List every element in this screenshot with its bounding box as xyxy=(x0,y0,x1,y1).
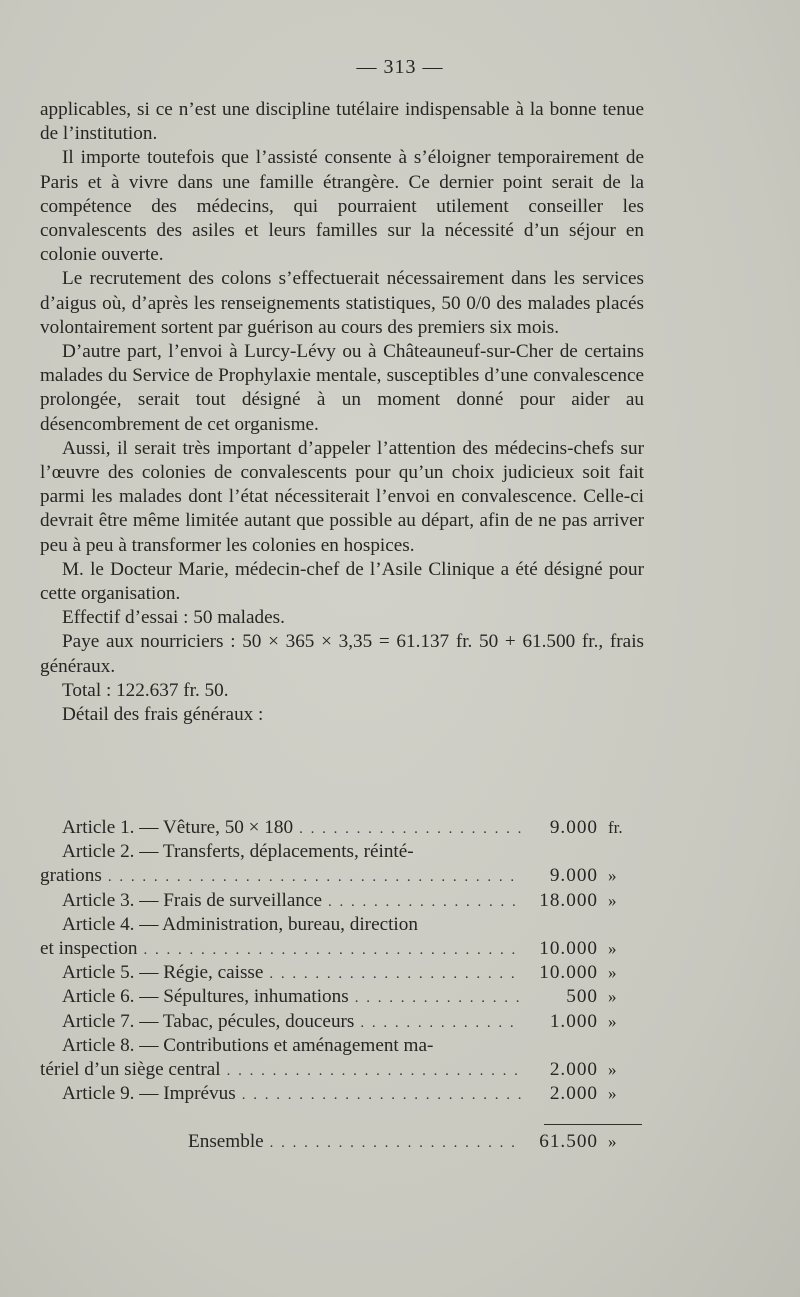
paragraph: Le recrutement des colons s’effectuerait nécessairement dans les services d’aigus où, d’après les renseignements statistiques, 50 0/0 des malades placés volontairement sortent par guérison au cours des premiers six mois. xyxy=(40,268,644,338)
paragraph: Détail des frais généraux : xyxy=(62,704,264,726)
expense-unit: » xyxy=(608,1011,617,1031)
expense-amount: 2.000 xyxy=(549,1083,598,1105)
expense-row-article-5 xyxy=(40,961,644,985)
total-label: Ensemble xyxy=(188,1131,264,1152)
paragraph: applicables, si ce n’est une discipline tutélaire indispensable à la bonne tenue de l’institution. xyxy=(40,99,644,145)
expense-row-article-6 xyxy=(40,985,644,1009)
total-section xyxy=(188,1130,644,1154)
body-text xyxy=(40,98,644,727)
expense-label: grations xyxy=(40,865,102,887)
expense-row-article-3 xyxy=(40,889,644,913)
expense-label: et inspection xyxy=(40,937,138,959)
expense-unit: fr. xyxy=(608,818,623,837)
expense-label-line: Article 2. — Transferts, déplacements, réinté- xyxy=(62,841,414,863)
page-number: — 313 — xyxy=(356,56,444,78)
expense-amount: 18.000 xyxy=(539,889,598,911)
expense-row-article-9 xyxy=(40,1082,644,1106)
expense-unit: » xyxy=(608,987,617,1007)
expense-amount: 1.000 xyxy=(549,1010,598,1032)
paragraph: Total : 122.637 fr. 50. xyxy=(62,679,229,701)
expense-label: Article 9. — Imprévus xyxy=(62,1083,236,1105)
total-rule xyxy=(544,1124,642,1125)
expense-amount: 500 xyxy=(566,986,598,1008)
expense-unit: » xyxy=(608,963,617,983)
expense-list xyxy=(40,816,644,1106)
expense-label: Article 6. — Sépultures, inhumations xyxy=(62,986,349,1008)
expense-row-article-1 xyxy=(40,816,644,840)
expense-label: Article 5. — Régie, caisse xyxy=(62,962,264,984)
paragraph: Aussi, il serait très important d’appeler l’attention des médecins-chefs sur l’œuvre des colonies de convalescents pour qu’un choix judicieux soit fait parmi les malades dont l’état nécessiterait l’envoi en convalescence. Celle-ci devrait être même limitée autant que possible au départ, afin de ne pas arriver peu à peu à transformer les colonies en hospices. xyxy=(40,437,644,556)
paragraph: Il importe toutefois que l’assisté consente à s’éloigner temporairement de Paris et à vivre dans une famille étrangère. Ce dernier point serait de la compétence des médecins, qui pourraient utilement conseiller les convalescents des asiles et leurs familles sur la nécessité d’un séjour en colonie ouverte. xyxy=(40,147,644,266)
expense-label: tériel d’un siège central xyxy=(40,1058,221,1080)
expense-amount: 2.000 xyxy=(549,1058,598,1080)
expense-row-article-4 xyxy=(40,937,644,961)
expense-row-article-7 xyxy=(40,1010,644,1034)
expense-label: Article 7. — Tabac, pécules, douceurs xyxy=(62,1010,355,1032)
expense-amount: 9.000 xyxy=(549,817,598,838)
total-amount: 61.500 xyxy=(539,1131,598,1152)
expense-unit: » xyxy=(608,1059,617,1079)
total-unit: » xyxy=(608,1132,617,1151)
expense-amount: 10.000 xyxy=(539,962,598,984)
expense-amount: 9.000 xyxy=(549,865,598,887)
paragraph: Effectif d’essai : 50 malades. xyxy=(62,607,285,629)
paragraph: M. le Docteur Marie, médecin-chef de l’Asile Clinique a été désigné pour cette organisation. xyxy=(40,558,644,605)
expense-unit: » xyxy=(608,866,617,886)
expense-label: Article 1. — Vêture, 50 × 180 xyxy=(62,817,294,838)
expense-label-line: Article 8. — Contributions et aménagement ma- xyxy=(62,1034,434,1056)
expense-amount: 10.000 xyxy=(539,937,598,959)
total-row xyxy=(188,1130,644,1154)
expense-row-article-2 xyxy=(40,864,644,888)
expense-unit: » xyxy=(608,1084,617,1104)
expense-unit: » xyxy=(608,938,617,958)
expense-label: Article 3. — Frais de surveillance xyxy=(62,889,323,911)
expense-label-line: Article 4. — Administration, bureau, direction xyxy=(62,913,418,935)
expense-unit: » xyxy=(608,890,617,910)
expense-row-article-8 xyxy=(40,1058,644,1082)
paragraph: D’autre part, l’envoi à Lurcy-Lévy ou à Châteauneuf-sur-Cher de certains malades du Service de Prophylaxie mentale, susceptibles d’une convalescence prolongée, serait tout désigné à un moment donné pour aider au désencombrement de cet organisme. xyxy=(40,341,644,435)
paragraph: Paye aux nourriciers : 50 × 365 × 3,35 = 61.137 fr. 50 + 61.500 fr., frais généraux. xyxy=(40,631,644,677)
